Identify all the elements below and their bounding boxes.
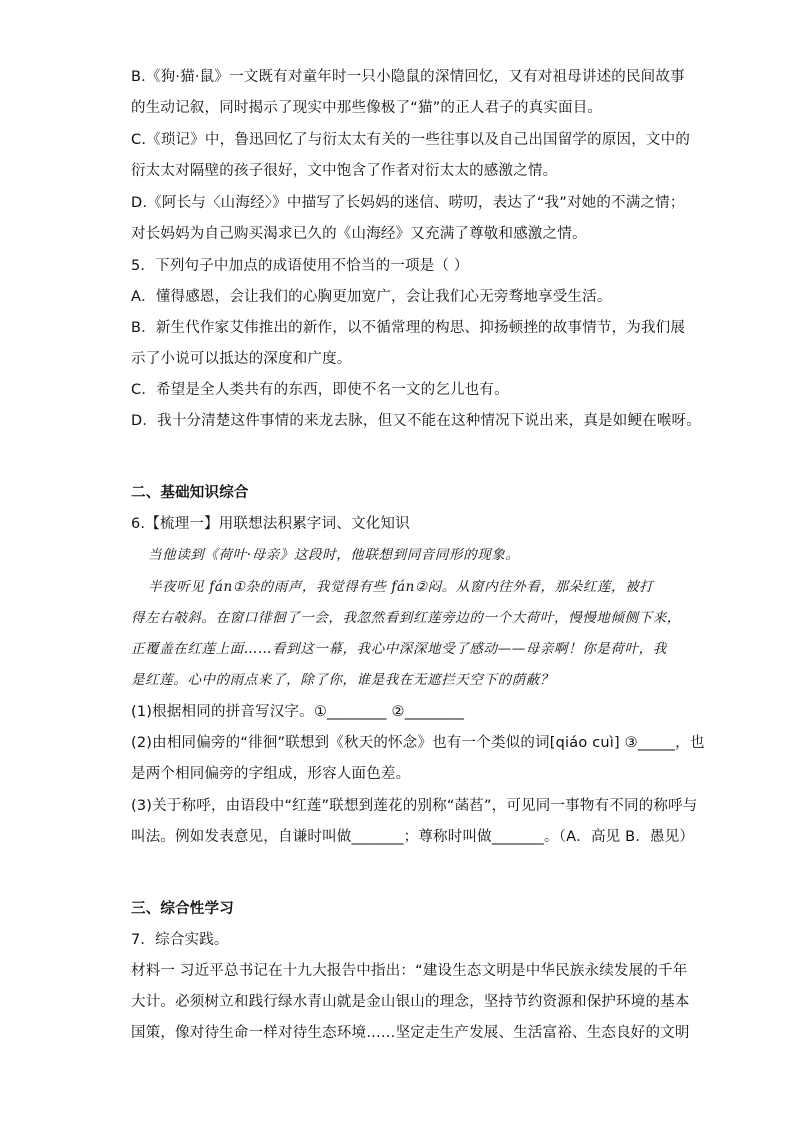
q5-option-b-line-2: 示了小说可以抵达的深度和广度。 xyxy=(131,351,352,367)
q5-option-b-line-1: B．新生代作家艾伟推出的新作，以不循常理的构思、抑扬顿挫的故事情节，为我们展 xyxy=(131,320,686,336)
question-5-stem: 5．下列句子中加点的成语使用不恰当的一项是（ ） xyxy=(131,258,469,274)
q5-option-d: D．我十分清楚这件事情的来龙去脉，但又不能在这种情况下说出来，真是如鲠在喉呀。 xyxy=(131,413,701,429)
q6-sub-3-line-2: 叫法。例如发表意见，自谦时叫做_______；尊称时叫做_______。（A．高见 B．愚见） xyxy=(131,829,695,845)
option-c-line-1: C.《琐记》中，鲁迅回忆了与衍太太有关的一些往事以及自己出国留学的原因，文中的 xyxy=(131,132,691,148)
section-2-heading: 二、基础知识综合 xyxy=(131,485,249,501)
passage-line-2: 得左右攲斜。在窗口徘徊了一会，我忽然看到红莲旁边的一个大荷叶，慢慢地倾侧下来， xyxy=(131,610,681,626)
question-6-stem: 6.【梳理一】用联想法积累字词、文化知识 xyxy=(131,516,410,532)
q5-option-a: A．懂得感恩，会让我们的心胸更加宽广，会让我们心无旁骛地享受生活。 xyxy=(131,289,612,305)
q6-sub-3-line-1: (3)关于称呼，由语段中“红莲”联想到莲花的别称“菡萏”，可见同一事物有不同的称呼与 xyxy=(131,798,698,814)
material-1-line-3: 国策，像对待生命一样对待生态环境……坚定走生产发展、生活富裕、生态良好的文明 xyxy=(131,1025,690,1041)
material-1-line-1: 材料一 习近平总书记在十九大报告中指出：“建设生态文明是中华民族永续发展的千年 xyxy=(131,963,688,979)
option-c-line-2: 衍太太对隔壁的孩子很好，文中饱含了作者对衍太太的感激之情。 xyxy=(131,163,558,179)
question-7-stem: 7．综合实践。 xyxy=(131,932,229,948)
option-d-line-1: D.《阿长与〈山海经〉》中描写了长妈妈的迷信、唠叨，表达了“我”对她的不满之情； xyxy=(131,195,685,211)
material-1-line-2: 大计。必须树立和践行绿水青山就是金山银山的理念，坚持节约资源和保护环境的基本 xyxy=(131,994,690,1010)
passage-line-4: 是红莲。心中的雨点来了，除了你，谁是我在无遮拦天空下的荫蔽？ xyxy=(131,672,554,688)
option-d-line-2: 对长妈妈为自己购买渴求已久的《山海经》又充满了尊敬和感激之情。 xyxy=(131,226,587,242)
q5-option-c: C．希望是全人类共有的东西，即使不名一文的乞儿也有。 xyxy=(131,382,509,398)
option-b-line-1: B.《狗·猫·鼠》一文既有对童年时一只小隐鼠的深情回忆，又有对祖母讲述的民间故事 xyxy=(131,69,685,85)
passage-intro: 当他读到《荷叶·母亲》这段时，他联想到同音同形的现象。 xyxy=(148,547,520,563)
q6-sub-1: (1)根据相同的拼音写汉字。①________ ②________ xyxy=(131,704,465,720)
passage-line-1: 半夜听见 fán①杂的雨声，我觉得有些 fán②闷。从窗内往外看，那朵红莲，被打 xyxy=(148,579,654,595)
q6-sub-2-line-2: 是两个相同偏旁的字组成，形容人面色差。 xyxy=(131,766,411,782)
option-b-line-2: 的生动记叙，同时揭示了现实中那些像极了“猫”的正人君子的真实面目。 xyxy=(131,100,603,116)
q6-sub-2-line-1: (2)由相同偏旁的“徘徊”联想到《秋天的怀念》也有一个类似的词[qiáo cuì] ③_____，也 xyxy=(131,735,705,751)
section-3-heading: 三、综合性学习 xyxy=(131,901,234,917)
passage-line-3: 正覆盖在红莲上面……看到这一幕，我心中深深地受了感动——母亲啊！你是荷叶，我 xyxy=(131,641,667,657)
